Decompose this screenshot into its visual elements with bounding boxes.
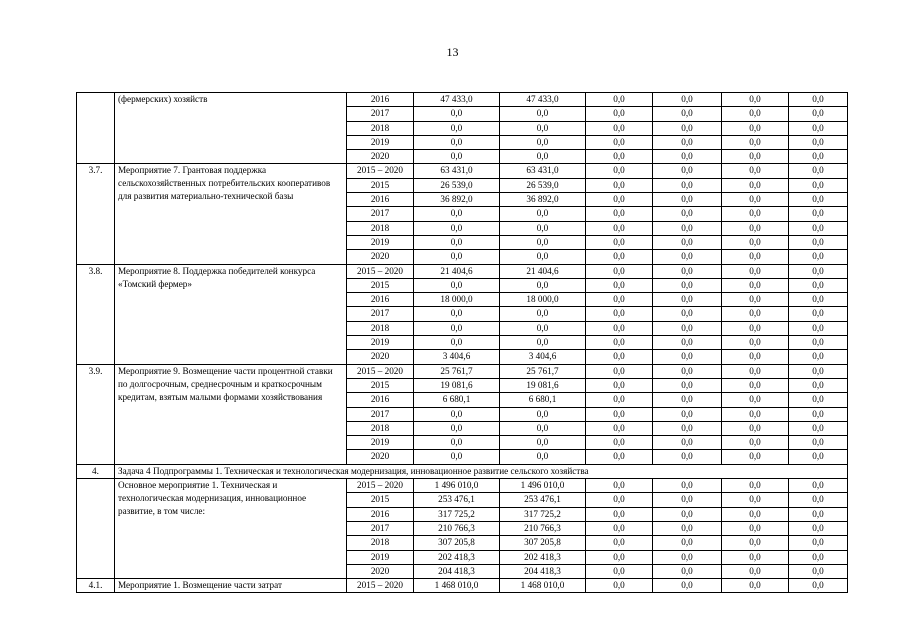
value-cell: 202 418,3 xyxy=(500,550,586,564)
measure-name: Мероприятие 9. Возмещение части процентной ставки по долгосрочным, среднесрочным и краткосрочным кредитам, взятым малыми формами хозяйствования xyxy=(115,364,347,464)
value-cell: 0,0 xyxy=(722,564,789,578)
value-cell: 0,0 xyxy=(586,364,653,378)
table-body xyxy=(77,93,848,593)
value-cell: 0,0 xyxy=(500,207,586,221)
row-number: 3.9. xyxy=(77,364,115,464)
value-cell: 0,0 xyxy=(500,107,586,121)
value-cell: 253 476,1 xyxy=(500,493,586,507)
measure-name: Основное мероприятие 1. Техническая и технологическая модернизация, инновационное развитие, в том числе: xyxy=(115,479,347,579)
value-cell: 0,0 xyxy=(653,250,722,264)
value-cell: 0,0 xyxy=(414,336,500,350)
value-cell: 0,0 xyxy=(789,393,848,407)
value-cell: 0,0 xyxy=(500,436,586,450)
value-cell: 0,0 xyxy=(586,493,653,507)
value-cell: 0,0 xyxy=(722,421,789,435)
year-cell: 2016 xyxy=(347,507,414,521)
value-cell: 0,0 xyxy=(722,193,789,207)
value-cell: 0,0 xyxy=(653,550,722,564)
value-cell: 1 496 010,0 xyxy=(414,479,500,493)
value-cell: 0,0 xyxy=(586,250,653,264)
value-cell: 0,0 xyxy=(586,193,653,207)
value-cell: 0,0 xyxy=(722,393,789,407)
value-cell: 0,0 xyxy=(414,321,500,335)
value-cell: 0,0 xyxy=(586,150,653,164)
value-cell: 0,0 xyxy=(414,250,500,264)
value-cell: 0,0 xyxy=(586,564,653,578)
year-cell: 2018 xyxy=(347,321,414,335)
value-cell: 0,0 xyxy=(789,321,848,335)
value-cell: 0,0 xyxy=(722,278,789,292)
year-cell: 2019 xyxy=(347,235,414,249)
value-cell: 0,0 xyxy=(722,521,789,535)
value-cell: 0,0 xyxy=(722,407,789,421)
value-cell: 0,0 xyxy=(722,207,789,221)
value-cell: 0,0 xyxy=(653,193,722,207)
value-cell: 0,0 xyxy=(722,121,789,135)
value-cell: 0,0 xyxy=(722,364,789,378)
value-cell: 0,0 xyxy=(653,521,722,535)
value-cell: 0,0 xyxy=(722,164,789,178)
value-cell: 0,0 xyxy=(789,235,848,249)
year-cell: 2017 xyxy=(347,407,414,421)
value-cell: 307 205,8 xyxy=(414,536,500,550)
value-cell: 0,0 xyxy=(586,321,653,335)
year-cell: 2018 xyxy=(347,121,414,135)
value-cell: 0,0 xyxy=(414,421,500,435)
value-cell: 0,0 xyxy=(722,250,789,264)
value-cell: 0,0 xyxy=(586,107,653,121)
value-cell: 0,0 xyxy=(789,121,848,135)
year-cell: 2019 xyxy=(347,436,414,450)
value-cell: 0,0 xyxy=(789,450,848,464)
row-number xyxy=(77,93,115,164)
value-cell: 0,0 xyxy=(653,350,722,364)
row-number: 4. xyxy=(77,464,115,478)
year-cell: 2015 – 2020 xyxy=(347,579,414,593)
value-cell: 0,0 xyxy=(586,579,653,593)
value-cell: 0,0 xyxy=(653,321,722,335)
value-cell: 0,0 xyxy=(586,378,653,392)
value-cell: 47 433,0 xyxy=(414,93,500,107)
value-cell: 0,0 xyxy=(722,336,789,350)
value-cell: 0,0 xyxy=(586,507,653,521)
value-cell: 0,0 xyxy=(653,536,722,550)
value-cell: 0,0 xyxy=(722,350,789,364)
value-cell: 0,0 xyxy=(586,164,653,178)
value-cell: 0,0 xyxy=(789,278,848,292)
table-row xyxy=(77,164,848,178)
value-cell: 210 766,3 xyxy=(500,521,586,535)
value-cell: 0,0 xyxy=(414,307,500,321)
year-cell: 2018 xyxy=(347,221,414,235)
value-cell: 0,0 xyxy=(653,278,722,292)
value-cell: 0,0 xyxy=(653,221,722,235)
value-cell: 0,0 xyxy=(653,336,722,350)
measure-name: (фермерских) хозяйств xyxy=(115,93,347,164)
value-cell: 210 766,3 xyxy=(414,521,500,535)
year-cell: 2015 xyxy=(347,278,414,292)
value-cell: 0,0 xyxy=(500,450,586,464)
value-cell: 0,0 xyxy=(722,235,789,249)
value-cell: 0,0 xyxy=(789,193,848,207)
value-cell: 0,0 xyxy=(586,307,653,321)
value-cell: 0,0 xyxy=(653,178,722,192)
value-cell: 0,0 xyxy=(722,436,789,450)
row-number: 3.7. xyxy=(77,164,115,264)
table-row xyxy=(77,479,848,493)
table-row xyxy=(77,93,848,107)
value-cell: 0,0 xyxy=(653,164,722,178)
value-cell: 0,0 xyxy=(586,436,653,450)
value-cell: 0,0 xyxy=(414,450,500,464)
value-cell: 1 468 010,0 xyxy=(414,579,500,593)
year-cell: 2015 xyxy=(347,378,414,392)
value-cell: 3 404,6 xyxy=(500,350,586,364)
year-cell: 2017 xyxy=(347,521,414,535)
value-cell: 0,0 xyxy=(586,450,653,464)
value-cell: 0,0 xyxy=(586,135,653,149)
value-cell: 0,0 xyxy=(586,264,653,278)
value-cell: 0,0 xyxy=(414,107,500,121)
value-cell: 25 761,7 xyxy=(414,364,500,378)
value-cell: 0,0 xyxy=(789,378,848,392)
value-cell: 0,0 xyxy=(789,178,848,192)
value-cell: 47 433,0 xyxy=(500,93,586,107)
value-cell: 0,0 xyxy=(722,493,789,507)
value-cell: 0,0 xyxy=(789,407,848,421)
value-cell: 0,0 xyxy=(722,221,789,235)
value-cell: 21 404,6 xyxy=(414,264,500,278)
value-cell: 204 418,3 xyxy=(500,564,586,578)
value-cell: 0,0 xyxy=(586,350,653,364)
row-number: 4.1. xyxy=(77,579,115,593)
value-cell: 0,0 xyxy=(722,135,789,149)
value-cell: 0,0 xyxy=(653,564,722,578)
value-cell: 0,0 xyxy=(586,293,653,307)
year-cell: 2016 xyxy=(347,193,414,207)
value-cell: 0,0 xyxy=(722,550,789,564)
row-number: 3.8. xyxy=(77,264,115,364)
value-cell: 0,0 xyxy=(586,393,653,407)
value-cell: 0,0 xyxy=(500,336,586,350)
row-number xyxy=(77,479,115,579)
value-cell: 0,0 xyxy=(789,293,848,307)
value-cell: 253 476,1 xyxy=(414,493,500,507)
value-cell: 0,0 xyxy=(586,93,653,107)
year-cell: 2017 xyxy=(347,107,414,121)
year-cell: 2017 xyxy=(347,307,414,321)
value-cell: 0,0 xyxy=(653,421,722,435)
value-cell: 0,0 xyxy=(653,407,722,421)
value-cell: 19 081,6 xyxy=(414,378,500,392)
value-cell: 0,0 xyxy=(414,207,500,221)
value-cell: 0,0 xyxy=(653,150,722,164)
value-cell: 0,0 xyxy=(500,307,586,321)
year-cell: 2015 xyxy=(347,493,414,507)
value-cell: 0,0 xyxy=(653,235,722,249)
value-cell: 0,0 xyxy=(722,307,789,321)
task-title: Задача 4 Подпрограммы 1. Техническая и технологическая модернизация, инновационное развитие сельского хозяйства xyxy=(115,464,848,478)
value-cell: 0,0 xyxy=(414,436,500,450)
value-cell: 0,0 xyxy=(789,336,848,350)
value-cell: 0,0 xyxy=(789,507,848,521)
task-row xyxy=(77,464,848,478)
value-cell: 0,0 xyxy=(586,235,653,249)
year-cell: 2015 – 2020 xyxy=(347,364,414,378)
value-cell: 0,0 xyxy=(789,421,848,435)
value-cell: 21 404,6 xyxy=(500,264,586,278)
value-cell: 0,0 xyxy=(722,450,789,464)
value-cell: 1 468 010,0 xyxy=(500,579,586,593)
year-cell: 2020 xyxy=(347,450,414,464)
value-cell: 3 404,6 xyxy=(414,350,500,364)
year-cell: 2020 xyxy=(347,150,414,164)
value-cell: 25 761,7 xyxy=(500,364,586,378)
value-cell: 204 418,3 xyxy=(414,564,500,578)
year-cell: 2018 xyxy=(347,421,414,435)
value-cell: 0,0 xyxy=(789,350,848,364)
value-cell: 0,0 xyxy=(789,479,848,493)
year-cell: 2019 xyxy=(347,550,414,564)
value-cell: 0,0 xyxy=(722,107,789,121)
value-cell: 0,0 xyxy=(722,321,789,335)
value-cell: 0,0 xyxy=(653,450,722,464)
value-cell: 0,0 xyxy=(414,235,500,249)
value-cell: 0,0 xyxy=(722,507,789,521)
value-cell: 0,0 xyxy=(586,550,653,564)
value-cell: 0,0 xyxy=(653,579,722,593)
value-cell: 0,0 xyxy=(414,135,500,149)
value-cell: 26 539,0 xyxy=(414,178,500,192)
value-cell: 0,0 xyxy=(586,121,653,135)
value-cell: 0,0 xyxy=(653,378,722,392)
value-cell: 0,0 xyxy=(789,579,848,593)
year-cell: 2017 xyxy=(347,207,414,221)
value-cell: 0,0 xyxy=(722,378,789,392)
value-cell: 26 539,0 xyxy=(500,178,586,192)
year-cell: 2016 xyxy=(347,293,414,307)
value-cell: 0,0 xyxy=(586,521,653,535)
value-cell: 0,0 xyxy=(653,135,722,149)
value-cell: 0,0 xyxy=(789,264,848,278)
value-cell: 0,0 xyxy=(789,93,848,107)
value-cell: 0,0 xyxy=(500,250,586,264)
value-cell: 0,0 xyxy=(500,121,586,135)
value-cell: 0,0 xyxy=(722,264,789,278)
value-cell: 0,0 xyxy=(722,579,789,593)
value-cell: 0,0 xyxy=(586,421,653,435)
value-cell: 0,0 xyxy=(653,507,722,521)
value-cell: 6 680,1 xyxy=(414,393,500,407)
value-cell: 0,0 xyxy=(586,207,653,221)
value-cell: 0,0 xyxy=(586,336,653,350)
value-cell: 19 081,6 xyxy=(500,378,586,392)
value-cell: 0,0 xyxy=(722,150,789,164)
value-cell: 0,0 xyxy=(586,407,653,421)
value-cell: 0,0 xyxy=(653,207,722,221)
year-cell: 2015 – 2020 xyxy=(347,479,414,493)
value-cell: 0,0 xyxy=(500,235,586,249)
value-cell: 0,0 xyxy=(789,564,848,578)
value-cell: 0,0 xyxy=(653,93,722,107)
year-cell: 2018 xyxy=(347,536,414,550)
value-cell: 0,0 xyxy=(414,150,500,164)
value-cell: 0,0 xyxy=(722,479,789,493)
value-cell: 0,0 xyxy=(653,393,722,407)
value-cell: 0,0 xyxy=(500,150,586,164)
value-cell: 317 725,2 xyxy=(500,507,586,521)
year-cell: 2015 – 2020 xyxy=(347,164,414,178)
value-cell: 0,0 xyxy=(722,93,789,107)
value-cell: 0,0 xyxy=(500,407,586,421)
value-cell: 63 431,0 xyxy=(414,164,500,178)
year-cell: 2015 xyxy=(347,178,414,192)
year-cell: 2015 – 2020 xyxy=(347,264,414,278)
value-cell: 0,0 xyxy=(789,550,848,564)
value-cell: 0,0 xyxy=(789,536,848,550)
page-number: 13 xyxy=(446,45,459,59)
value-cell: 0,0 xyxy=(653,436,722,450)
value-cell: 0,0 xyxy=(789,107,848,121)
value-cell: 0,0 xyxy=(653,121,722,135)
value-cell: 0,0 xyxy=(500,221,586,235)
value-cell: 0,0 xyxy=(789,221,848,235)
year-cell: 2019 xyxy=(347,336,414,350)
value-cell: 0,0 xyxy=(789,436,848,450)
value-cell: 0,0 xyxy=(789,164,848,178)
table-row xyxy=(77,264,848,278)
value-cell: 0,0 xyxy=(586,178,653,192)
value-cell: 0,0 xyxy=(789,207,848,221)
measure-name: Мероприятие 7. Грантовая поддержка сельскохозяйственных потребительских кооперативов для развития материально-технической базы xyxy=(115,164,347,264)
year-cell: 2016 xyxy=(347,393,414,407)
year-cell: 2020 xyxy=(347,350,414,364)
value-cell: 0,0 xyxy=(789,150,848,164)
year-cell: 2019 xyxy=(347,135,414,149)
value-cell: 0,0 xyxy=(789,250,848,264)
value-cell: 0,0 xyxy=(789,364,848,378)
value-cell: 0,0 xyxy=(789,307,848,321)
value-cell: 36 892,0 xyxy=(414,193,500,207)
value-cell: 0,0 xyxy=(653,479,722,493)
budget-table xyxy=(76,92,848,593)
value-cell: 0,0 xyxy=(653,107,722,121)
value-cell: 0,0 xyxy=(414,121,500,135)
value-cell: 6 680,1 xyxy=(500,393,586,407)
value-cell: 0,0 xyxy=(414,278,500,292)
value-cell: 0,0 xyxy=(586,278,653,292)
value-cell: 0,0 xyxy=(586,221,653,235)
value-cell: 317 725,2 xyxy=(414,507,500,521)
value-cell: 18 000,0 xyxy=(500,293,586,307)
value-cell: 0,0 xyxy=(789,521,848,535)
value-cell: 0,0 xyxy=(586,479,653,493)
value-cell: 36 892,0 xyxy=(500,193,586,207)
value-cell: 0,0 xyxy=(414,407,500,421)
value-cell: 1 496 010,0 xyxy=(500,479,586,493)
value-cell: 307 205,8 xyxy=(500,536,586,550)
value-cell: 0,0 xyxy=(653,493,722,507)
value-cell: 0,0 xyxy=(500,421,586,435)
value-cell: 202 418,3 xyxy=(414,550,500,564)
value-cell: 0,0 xyxy=(653,364,722,378)
value-cell: 0,0 xyxy=(653,293,722,307)
table-row xyxy=(77,364,848,378)
value-cell: 0,0 xyxy=(722,178,789,192)
value-cell: 0,0 xyxy=(653,264,722,278)
measure-name: Мероприятие 8. Поддержка победителей конкурса «Томский фермер» xyxy=(115,264,347,364)
value-cell: 18 000,0 xyxy=(414,293,500,307)
value-cell: 0,0 xyxy=(500,135,586,149)
value-cell: 0,0 xyxy=(586,536,653,550)
value-cell: 0,0 xyxy=(500,278,586,292)
value-cell: 0,0 xyxy=(653,307,722,321)
year-cell: 2016 xyxy=(347,93,414,107)
value-cell: 0,0 xyxy=(789,493,848,507)
year-cell: 2020 xyxy=(347,250,414,264)
value-cell: 0,0 xyxy=(722,536,789,550)
table-row xyxy=(77,579,848,593)
value-cell: 0,0 xyxy=(414,221,500,235)
value-cell: 0,0 xyxy=(789,135,848,149)
measure-name: Мероприятие 1. Возмещение части затрат xyxy=(115,579,347,593)
year-cell: 2020 xyxy=(347,564,414,578)
value-cell: 0,0 xyxy=(500,321,586,335)
value-cell: 63 431,0 xyxy=(500,164,586,178)
value-cell: 0,0 xyxy=(722,293,789,307)
